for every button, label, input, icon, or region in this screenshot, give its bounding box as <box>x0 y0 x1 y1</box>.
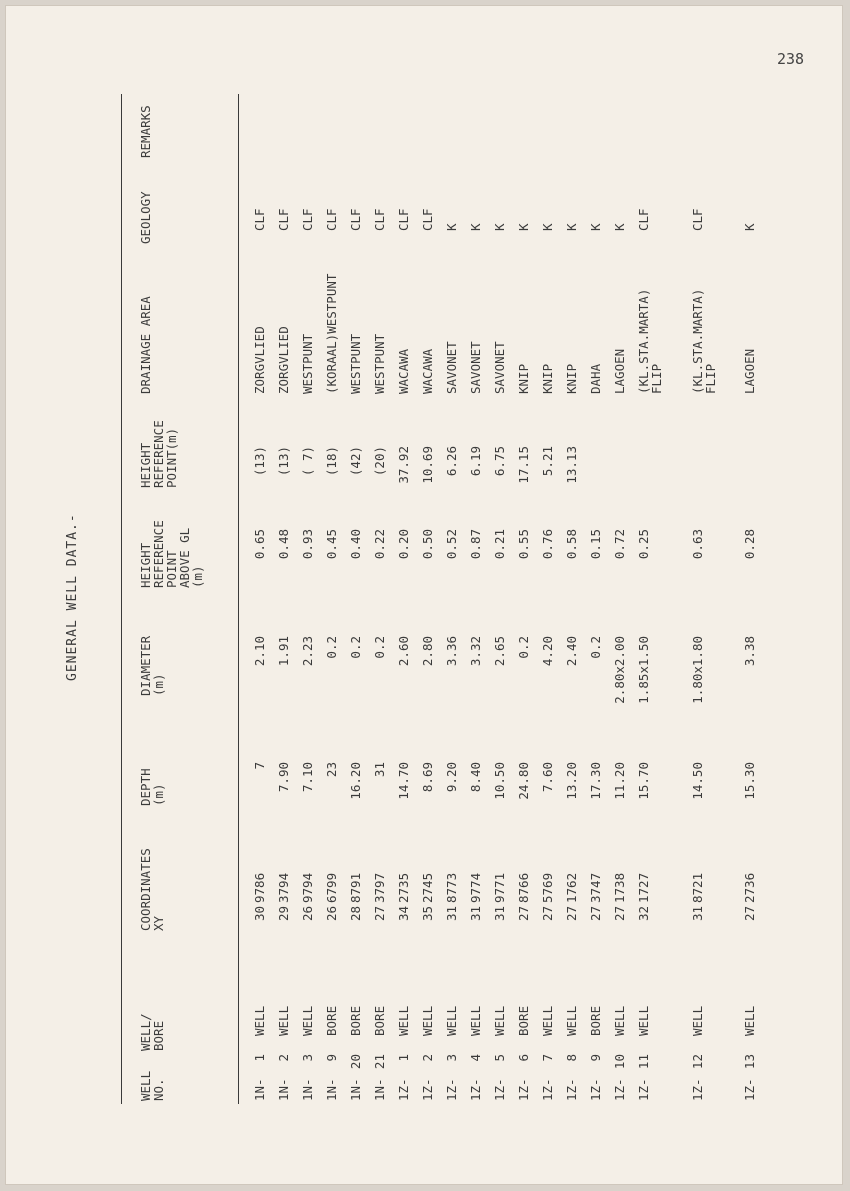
depth-value: 7.60 <box>540 762 555 793</box>
well-number: 2 <box>276 1054 291 1062</box>
ref-height-value: ( 7) <box>300 446 315 477</box>
geology-value: K <box>540 223 555 231</box>
well-number: 7 <box>540 1054 555 1062</box>
coordinate-x: 35 <box>420 905 435 921</box>
well-prefix: 1Z- <box>564 1078 579 1101</box>
well-prefix: 1Z- <box>612 1078 627 1101</box>
coordinate-x: 27 <box>742 905 757 921</box>
geology-value: K <box>564 223 579 231</box>
coordinate-y: 1762 <box>564 872 579 903</box>
well-prefix: 1N- <box>372 1078 387 1101</box>
coordinate-y: 2735 <box>396 872 411 903</box>
depth-value: 7.90 <box>276 762 291 793</box>
well-type: WELL <box>420 1005 435 1036</box>
coordinate-x: 28 <box>348 905 363 921</box>
diameter-value: 0.2 <box>348 636 363 659</box>
drainage-area-value: SAVONET <box>444 341 459 394</box>
table-header-rule <box>238 94 239 1104</box>
diameter-value: 2.60 <box>396 636 411 667</box>
well-number: 5 <box>492 1054 507 1062</box>
geology-value: CLF <box>348 208 363 231</box>
coordinate-x: 27 <box>372 905 387 921</box>
coordinate-y: 8721 <box>690 872 705 903</box>
well-prefix: 1Z- <box>636 1078 651 1101</box>
ref-above-gl-value: 0.63 <box>690 529 705 560</box>
header-height-ref-above-gl: HEIGHT REFERENCE POINT ABOVE GL (m) <box>138 520 205 588</box>
depth-value: 31 <box>372 762 387 778</box>
diameter-value: 2.80x2.00 <box>612 636 627 704</box>
coordinate-y: 6799 <box>324 872 339 903</box>
well-number: 9 <box>588 1054 603 1062</box>
coordinate-x: 27 <box>564 905 579 921</box>
ref-above-gl-value: 0.58 <box>564 529 579 560</box>
diameter-value: 3.32 <box>468 636 483 667</box>
geology-value: K <box>468 223 483 231</box>
well-number: 4 <box>468 1054 483 1062</box>
coordinate-x: 31 <box>444 905 459 921</box>
ref-above-gl-value: 0.40 <box>348 529 363 560</box>
drainage-area-value: WACAWA <box>396 348 411 394</box>
geology-value: K <box>588 223 603 231</box>
coordinate-x: 27 <box>516 905 531 921</box>
geology-value: K <box>742 223 757 231</box>
well-prefix: 1Z- <box>396 1078 411 1101</box>
depth-value: 9.20 <box>444 762 459 793</box>
diameter-value: 2.10 <box>252 636 267 667</box>
coordinate-y: 1727 <box>636 872 651 903</box>
ref-height-value: 6.26 <box>444 446 459 477</box>
well-type: WELL <box>742 1005 757 1036</box>
ref-height-value: (13) <box>252 446 267 477</box>
well-type: WELL <box>276 1005 291 1036</box>
well-number: 13 <box>742 1054 757 1070</box>
ref-height-value: 37.92 <box>396 446 411 484</box>
table-top-rule <box>121 94 122 1104</box>
diameter-value: 1.91 <box>276 636 291 667</box>
well-prefix: 1N- <box>252 1078 267 1101</box>
geology-value: CLF <box>396 208 411 231</box>
well-number: 10 <box>612 1054 627 1070</box>
well-type: WELL <box>396 1005 411 1036</box>
well-type: WELL <box>252 1005 267 1036</box>
well-prefix: 1N- <box>348 1078 363 1101</box>
depth-value: 7 <box>252 762 267 770</box>
coordinate-x: 26 <box>324 905 339 921</box>
well-number: 1 <box>252 1054 267 1062</box>
drainage-area-value: (KORAAL)WESTPUNT <box>324 273 339 394</box>
drainage-area-value: KNIP <box>516 363 531 394</box>
ref-height-value: 10.69 <box>420 446 435 484</box>
ref-above-gl-value: 0.21 <box>492 529 507 560</box>
drainage-area-value: WESTPUNT <box>300 333 315 394</box>
ref-above-gl-value: 0.52 <box>444 529 459 560</box>
coordinate-y: 2736 <box>742 872 757 903</box>
well-type: WELL <box>492 1005 507 1036</box>
drainage-area-value: SAVONET <box>492 341 507 394</box>
geology-value: CLF <box>276 208 291 231</box>
coordinate-y: 8766 <box>516 872 531 903</box>
diameter-value: 1.80x1.80 <box>690 636 705 704</box>
ref-height-value: 17.15 <box>516 446 531 484</box>
coordinate-y: 9771 <box>492 872 507 903</box>
depth-value: 24.80 <box>516 762 531 800</box>
geology-value: CLF <box>372 208 387 231</box>
well-type: WELL <box>690 1005 705 1036</box>
ref-above-gl-value: 0.87 <box>468 529 483 560</box>
well-number: 8 <box>564 1054 579 1062</box>
coordinate-x: 31 <box>492 905 507 921</box>
drainage-area-value: SAVONET <box>468 341 483 394</box>
well-number: 6 <box>516 1054 531 1062</box>
drainage-area-value: KNIP <box>564 363 579 394</box>
well-type: WELL <box>564 1005 579 1036</box>
coordinate-y: 9774 <box>468 872 483 903</box>
header-diameter: DIAMETER (m) <box>138 635 166 696</box>
coordinate-x: 29 <box>276 905 291 921</box>
ref-height-value: 6.75 <box>492 446 507 477</box>
well-type: BORE <box>516 1005 531 1036</box>
ref-above-gl-value: 0.48 <box>276 529 291 560</box>
depth-value: 10.50 <box>492 762 507 800</box>
diameter-value: 4.20 <box>540 636 555 667</box>
ref-above-gl-value: 0.22 <box>372 529 387 560</box>
ref-height-value: (20) <box>372 446 387 477</box>
coordinate-x: 27 <box>588 905 603 921</box>
well-type: BORE <box>588 1005 603 1036</box>
coordinate-y: 9786 <box>252 872 267 903</box>
well-prefix: 1Z- <box>444 1078 459 1101</box>
well-prefix: 1N- <box>300 1078 315 1101</box>
page-number: 238 <box>777 50 805 68</box>
drainage-area-value: KNIP <box>540 363 555 394</box>
drainage-area-value: ZORGVLIED <box>276 326 291 394</box>
diameter-value: 1.85x1.50 <box>636 636 651 704</box>
header-remarks: REMARKS <box>138 105 153 158</box>
geology-value: CLF <box>690 208 705 231</box>
header-coordinates: COORDINATES XY <box>138 848 166 931</box>
depth-value: 14.70 <box>396 762 411 800</box>
header-well-bore: WELL/ BORE <box>138 1013 166 1051</box>
diameter-value: 2.23 <box>300 636 315 667</box>
coordinate-x: 31 <box>468 905 483 921</box>
ref-above-gl-value: 0.45 <box>324 529 339 560</box>
document-title: GENERAL WELL DATA.- <box>65 513 80 681</box>
coordinate-y: 9794 <box>300 872 315 903</box>
depth-value: 13.20 <box>564 762 579 800</box>
coordinate-y: 1738 <box>612 872 627 903</box>
coordinate-y: 8773 <box>444 872 459 903</box>
header-height-ref-point: HEIGHT REFERENCE POINT(m) <box>138 420 179 488</box>
ref-above-gl-value: 0.20 <box>396 529 411 560</box>
diameter-value: 2.40 <box>564 636 579 667</box>
ref-height-value: (42) <box>348 446 363 477</box>
ref-above-gl-value: 0.93 <box>300 529 315 560</box>
well-type: WELL <box>468 1005 483 1036</box>
geology-value: K <box>612 223 627 231</box>
well-number: 3 <box>300 1054 315 1062</box>
ref-height-value: 6.19 <box>468 446 483 477</box>
coordinate-x: 27 <box>612 905 627 921</box>
diameter-value: 0.2 <box>372 636 387 659</box>
diameter-value: 2.80 <box>420 636 435 667</box>
diameter-value: 3.38 <box>742 636 757 667</box>
ref-above-gl-value: 0.65 <box>252 529 267 560</box>
depth-value: 7.10 <box>300 762 315 793</box>
header-depth: DEPTH (m) <box>138 768 166 806</box>
diameter-value: 3.36 <box>444 636 459 667</box>
well-number: 12 <box>690 1054 705 1070</box>
header-drainage-area: DRAINAGE AREA <box>138 296 153 394</box>
ref-above-gl-value: 0.25 <box>636 529 651 560</box>
depth-value: 8.69 <box>420 762 435 793</box>
ref-above-gl-value: 0.28 <box>742 529 757 560</box>
well-number: 11 <box>636 1054 651 1070</box>
ref-above-gl-value: 0.72 <box>612 529 627 560</box>
ref-height-value: 5.21 <box>540 446 555 477</box>
well-type: WELL <box>612 1005 627 1036</box>
well-number: 1 <box>396 1054 411 1062</box>
well-number: 21 <box>372 1054 387 1070</box>
well-prefix: 1Z- <box>742 1078 757 1101</box>
diameter-value: 0.2 <box>324 636 339 659</box>
well-type: WELL <box>540 1005 555 1036</box>
drainage-area-value: WESTPUNT <box>372 333 387 394</box>
coordinate-y: 3794 <box>276 872 291 903</box>
ref-height-value: (18) <box>324 446 339 477</box>
geology-value: K <box>516 223 531 231</box>
well-type: BORE <box>324 1005 339 1036</box>
rotated-table-area <box>6 86 757 1146</box>
ref-height-value: 13.13 <box>564 446 579 484</box>
coordinate-x: 26 <box>300 905 315 921</box>
well-type: BORE <box>348 1005 363 1036</box>
drainage-area-value: (KL.STA.MARTA) FLIP <box>636 288 664 394</box>
ref-above-gl-value: 0.55 <box>516 529 531 560</box>
depth-value: 14.50 <box>690 762 705 800</box>
depth-value: 17.30 <box>588 762 603 800</box>
well-type: WELL <box>444 1005 459 1036</box>
well-prefix: 1N- <box>276 1078 291 1101</box>
coordinate-x: 31 <box>690 905 705 921</box>
well-number: 3 <box>444 1054 459 1062</box>
ref-above-gl-value: 0.50 <box>420 529 435 560</box>
well-prefix: 1Z- <box>468 1078 483 1101</box>
coordinate-x: 34 <box>396 905 411 921</box>
depth-value: 15.30 <box>742 762 757 800</box>
well-prefix: 1Z- <box>516 1078 531 1101</box>
diameter-value: 0.2 <box>516 636 531 659</box>
geology-value: CLF <box>300 208 315 231</box>
depth-value: 11.20 <box>612 762 627 800</box>
coordinate-y: 8791 <box>348 872 363 903</box>
drainage-area-value: DAHA <box>588 363 603 394</box>
drainage-area-value: (KL.STA.MARTA) FLIP <box>690 288 718 394</box>
header-well-no: WELL NO. <box>138 1070 166 1101</box>
well-type: BORE <box>372 1005 387 1036</box>
coordinate-y: 3797 <box>372 872 387 903</box>
geology-value: CLF <box>636 208 651 231</box>
drainage-area-value: WACAWA <box>420 348 435 394</box>
depth-value: 15.70 <box>636 762 651 800</box>
geology-value: K <box>492 223 507 231</box>
coordinate-x: 30 <box>252 905 267 921</box>
ref-height-value: (13) <box>276 446 291 477</box>
well-number: 9 <box>324 1054 339 1062</box>
coordinate-x: 32 <box>636 905 651 921</box>
geology-value: CLF <box>252 208 267 231</box>
well-prefix: 1Z- <box>690 1078 705 1101</box>
well-prefix: 1Z- <box>588 1078 603 1101</box>
geology-value: K <box>444 223 459 231</box>
well-prefix: 1Z- <box>540 1078 555 1101</box>
coordinate-y: 5769 <box>540 872 555 903</box>
well-prefix: 1N- <box>324 1078 339 1101</box>
depth-value: 16.20 <box>348 762 363 800</box>
document-page <box>6 6 842 1184</box>
coordinate-y: 2745 <box>420 872 435 903</box>
well-number: 20 <box>348 1054 363 1070</box>
well-number: 2 <box>420 1054 435 1062</box>
drainage-area-value: ZORGVLIED <box>252 326 267 394</box>
coordinate-x: 27 <box>540 905 555 921</box>
depth-value: 23 <box>324 762 339 778</box>
drainage-area-value: WESTPUNT <box>348 333 363 394</box>
geology-value: CLF <box>420 208 435 231</box>
well-type: WELL <box>636 1005 651 1036</box>
header-geology: GEOLOGY <box>138 191 153 244</box>
ref-above-gl-value: 0.76 <box>540 529 555 560</box>
well-prefix: 1Z- <box>420 1078 435 1101</box>
geology-value: CLF <box>324 208 339 231</box>
depth-value: 8.40 <box>468 762 483 793</box>
diameter-value: 0.2 <box>588 636 603 659</box>
well-prefix: 1Z- <box>492 1078 507 1101</box>
well-type: WELL <box>300 1005 315 1036</box>
drainage-area-value: LAGOEN <box>742 348 757 394</box>
ref-above-gl-value: 0.15 <box>588 529 603 560</box>
drainage-area-value: LAGOEN <box>612 348 627 394</box>
diameter-value: 2.65 <box>492 636 507 667</box>
coordinate-y: 3747 <box>588 872 603 903</box>
